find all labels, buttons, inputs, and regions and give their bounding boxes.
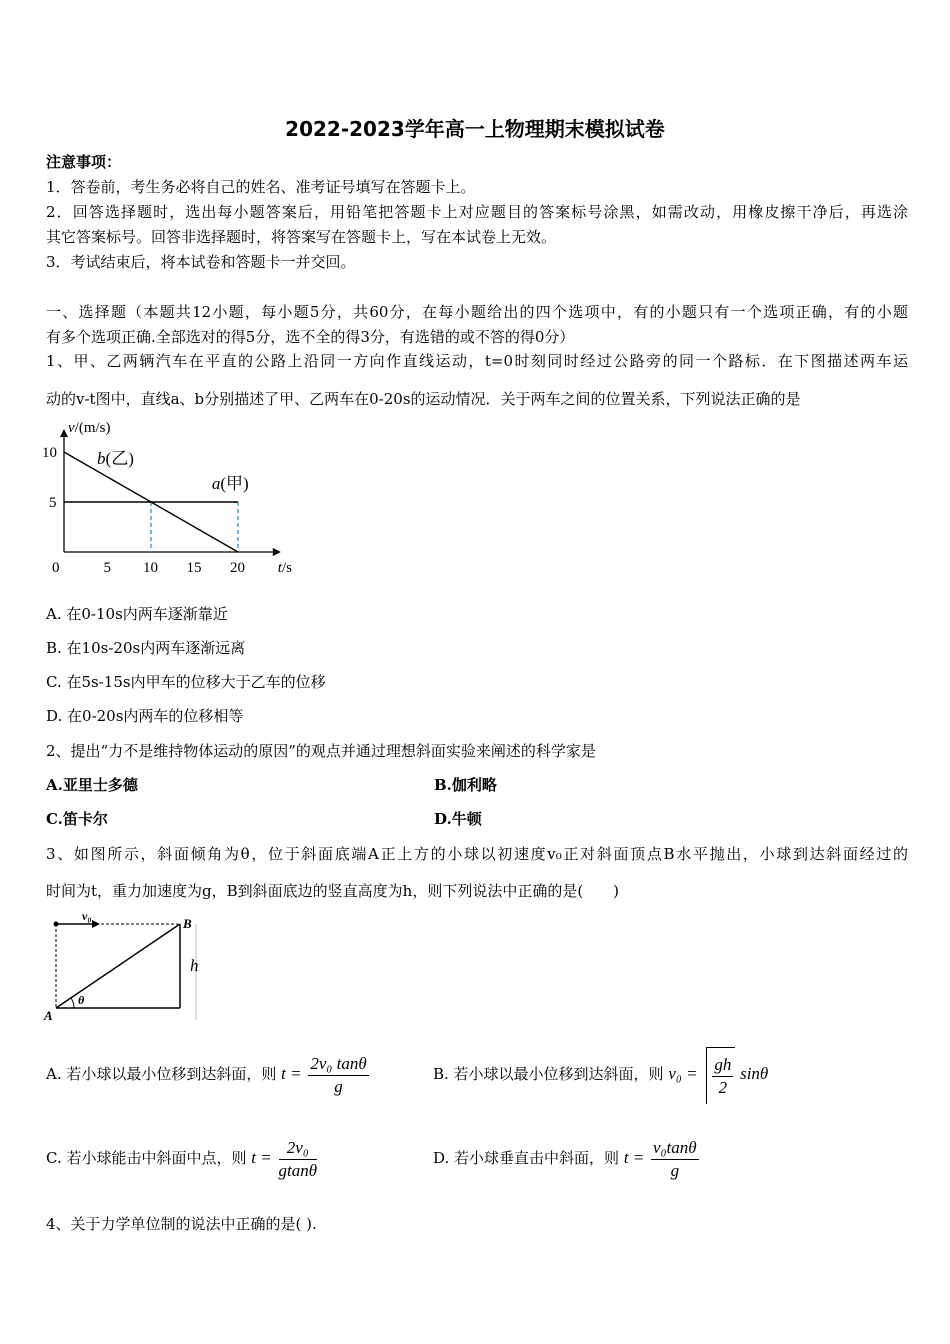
angle-arc	[71, 998, 74, 1008]
sqrt-sign	[706, 1047, 735, 1104]
x-tick-label: 10	[143, 560, 158, 576]
q3-option-b-lhs: v₀ =	[668, 1064, 698, 1083]
q2-option-b: B.伽利略	[434, 776, 497, 794]
q3-option-b-text: B. 若小球以最小位移到达斜面，则	[433, 1065, 664, 1083]
q3-option-c-denominator: gtanθ	[278, 1160, 318, 1180]
q3-option-a-numerator: 2v₀ tanθ	[308, 1053, 368, 1076]
q3-option-b-tail: sinθ	[740, 1064, 769, 1083]
q3-option-b	[433, 1046, 768, 1104]
q1-option-c: C. 在5s-15s内甲车的位移大于乙车的位移	[46, 673, 326, 691]
q3-option-a	[46, 1046, 371, 1102]
y-axis-label: v/(m/s)	[68, 420, 111, 436]
q2-option-a: A.亚里士多德	[46, 776, 138, 794]
h-label: h	[190, 956, 199, 975]
point-b-label: B	[183, 916, 192, 931]
vt-chart	[40, 414, 300, 584]
q3-option-d-fraction	[651, 1137, 699, 1182]
q3-option-c	[46, 1130, 319, 1186]
notice-item-2-cont: 其它答案标号。回答非选择题时，将答案写在答题卡上，写在本试卷上无效。	[46, 228, 557, 246]
x-tick-label: 20	[230, 560, 245, 576]
q3-stem-1: 3、如图所示，斜面倾角为θ，位于斜面底端A正上方的小球以初速度v₀正对斜面顶点B水平抛出，小球到达斜面经过的	[46, 845, 908, 863]
notice-heading: 注意事项：	[46, 153, 122, 171]
q3-option-c-numerator: 2v₀	[279, 1137, 318, 1160]
q3-option-b-denominator: 2	[718, 1078, 728, 1097]
x-tick-label: 5	[103, 560, 111, 576]
q2-option-d: D.牛顿	[434, 810, 482, 828]
series-b-label: b(乙)	[97, 449, 134, 468]
q3-option-c-fraction	[279, 1137, 318, 1182]
x-tick-label: 15	[186, 560, 202, 576]
ball-dot	[54, 922, 59, 927]
q3-option-a-lhs: t =	[281, 1064, 302, 1083]
q3-option-a-text: A. 若小球以最小位移到达斜面，则	[46, 1065, 277, 1083]
q2-option-c: C.笛卡尔	[46, 810, 108, 828]
q3-option-b-fraction	[712, 1054, 733, 1099]
arrowhead-icon	[92, 920, 100, 928]
q3-option-b-numerator: gh	[712, 1054, 733, 1077]
q3-option-c-lhs: t =	[251, 1148, 272, 1167]
point-a-label: A	[44, 1008, 53, 1023]
notice-item-1: 1．答卷前，考生务必将自己的姓名、准考证号填写在答题卡上。	[46, 178, 476, 196]
x-axis-arrow-icon	[273, 548, 281, 556]
q1-stem-1: 1、甲、乙两辆汽车在平直的公路上沿同一方向作直线运动，t=0时刻同时经过公路旁的同一个路标．在下图描述两车运	[46, 352, 908, 370]
section-instructions-2: 有多个选项正确.全部选对的得5分，选不全的得3分，有选错的或不答的得0分）	[46, 328, 575, 346]
q1-stem-2: 动的v-t图中，直线a、b分别描述了甲、乙两车在0-20s的运动情况．关于两车之间的位置关系，下列说法正确的是	[46, 390, 801, 408]
q2-stem: 2、提出“力不是维持物体运动的原因”的观点并通过理想斜面实验来阐述的科学家是	[46, 742, 596, 760]
notice-item-3: 3．考试结束后，将本试卷和答题卡一并交回。	[46, 253, 356, 271]
notice-item-2: 2．回答选择题时，选出每小题答案后，用铅笔把答题卡上对应题目的答案标号涂黑，如需改动，用橡皮擦干净后，再选涂	[46, 203, 908, 221]
q3-option-d-denominator: g	[670, 1160, 680, 1180]
section-instructions-1: 一、选择题（本题共12小题，每小题5分，共60分，在每小题给出的四个选项中，有的小题只有一个选项正确，有的小题	[46, 303, 908, 321]
q3-option-d-text: D. 若小球垂直击中斜面，则	[433, 1149, 620, 1167]
y-axis-arrow-icon	[60, 429, 68, 437]
q3-option-a-fraction	[308, 1053, 368, 1098]
q3-stem-2: 时间为t，重力加速度为g，B到斜面底边的竖直高度为h，则下列说法中正确的是( )	[46, 882, 620, 900]
page-title: 2022-2023学年高一上物理期末模拟试卷	[285, 117, 665, 141]
q3-option-a-denominator: g	[334, 1076, 343, 1096]
x-tick-label: 0	[52, 560, 60, 576]
y-tick-label: 5	[49, 495, 57, 511]
q4-stem: 4、关于力学单位制的说法中正确的是( ).	[46, 1215, 317, 1233]
q3-option-d-lhs: t =	[623, 1148, 645, 1167]
x-axis-label: t/s	[277, 560, 292, 576]
incline-slope	[56, 924, 180, 1008]
q3-option-d-numerator: v₀tanθ	[651, 1137, 699, 1160]
q3-option-d	[433, 1130, 701, 1186]
incline-figure	[40, 908, 210, 1023]
q1-option-a: A. 在0-10s内两车逐渐靠近	[46, 605, 228, 623]
series-a-label: a(甲)	[211, 474, 249, 493]
theta-label: θ	[78, 993, 85, 1007]
v0-label: v₀	[82, 909, 92, 923]
q3-option-c-text: C. 若小球能击中斜面中点，则	[46, 1149, 247, 1167]
q1-option-d: D. 在0-20s内两车的位移相等	[46, 707, 244, 725]
y-tick-label: 10	[42, 445, 57, 461]
q1-option-b: B. 在10s-20s内两车逐渐远离	[46, 639, 246, 657]
